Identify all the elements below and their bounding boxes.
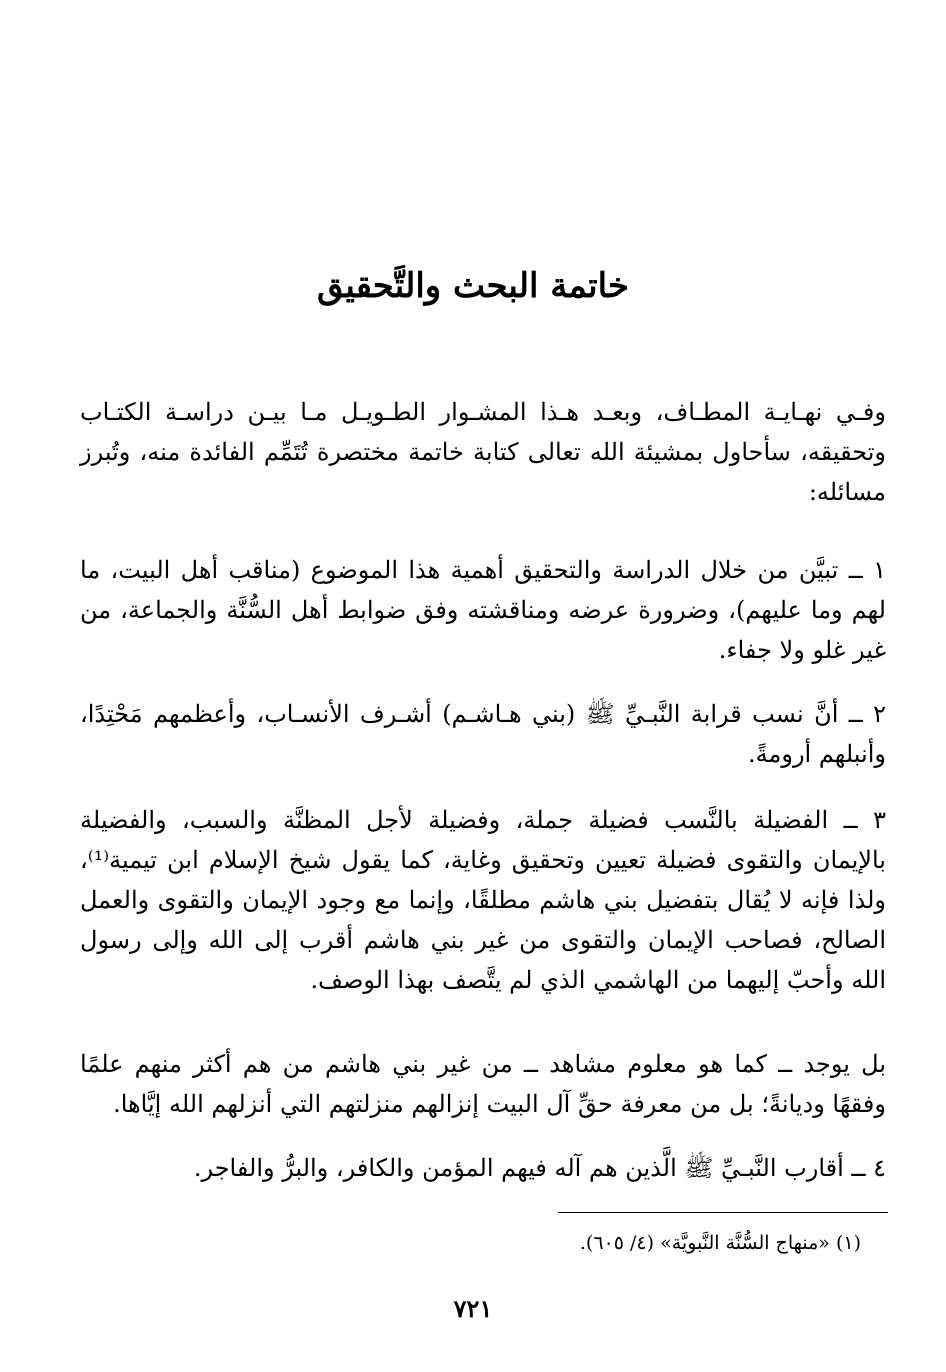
page-number: ٧٢١ bbox=[453, 1294, 493, 1323]
footnote: (١) «منهاج السُّنَّة النَّبويَّة» (٤/ ٦٠٥). bbox=[579, 1232, 861, 1254]
chapter-title: خاتمة البحث والتَّحقيق bbox=[316, 266, 630, 306]
footnote-separator bbox=[558, 1212, 888, 1213]
point-3-paragraph: ٣ ــ الفضيلة بالنَّسب فضيلة جملة، وفضيلة لأجل المظنَّة والسبب، والفضيلة بالإيمان والتقوى فضيلة تعيين وتحقيق وغاية، كما يقول شيخ الإسلام ابن تيمية⁽¹⁾، ولذا فإنه لا يُقال بتفضيل بني هاشم مطلقًا، وإنما مع وجود الإيمان والتقوى والعمل الصالح، فصاحب الإيمان والتقوى من غير بني هاشم أقرب إلى الله وإلى رسول الله وأحبّ إليهما من الهاشمي الذي لم يتَّصف بهذا الوصف. bbox=[80, 806, 886, 994]
intro-paragraph: وفـي نهـايـة المطـاف، وبعـد هـذا المشـوار الطـويـل مـا بيـن دراسـة الكتـاب وتحقيقه، سأحاول بمشيئة الله تعالى كتابة خاتمة مختصرة تُتَمِّم الفائدة منه، وتُبرز مسائله: bbox=[80, 398, 886, 506]
point-3-continuation-paragraph: بل يوجد ــ كما هو معلوم مشاهد ــ من غير بني هاشم من هم أكثر منهم علمًا وفقهًا وديانةً؛ بل من معرفة حقِّ آل البيت إنزالهم منزلتهم التي أنزلهم الله إيَّاها. bbox=[80, 1050, 886, 1118]
point-2-paragraph: ٢ ــ أنَّ نسب قرابة النَّبـيِّ ﷺ (بني هـاشـم) أشـرف الأنسـاب، وأعظمهم مَحْتِدًا، وأنبلهم أرومةً. bbox=[80, 700, 886, 768]
point-4-paragraph: ٤ ــ أقارب النَّبـيِّ ﷺ الَّذين هم آله فيهم المؤمن والكافر، والبرُّ والفاجر. bbox=[193, 1154, 886, 1182]
point-1-paragraph: ١ ــ تبيَّن من خلال الدراسة والتحقيق أهمية هذا الموضوع (مناقب أهل البيت، ما لهم وما عليهم)، وضرورة عرضه ومناقشته وفق ضوابط أهل السُّنَّة والجماعة، من غير غلو ولا جفاء. bbox=[80, 556, 886, 664]
